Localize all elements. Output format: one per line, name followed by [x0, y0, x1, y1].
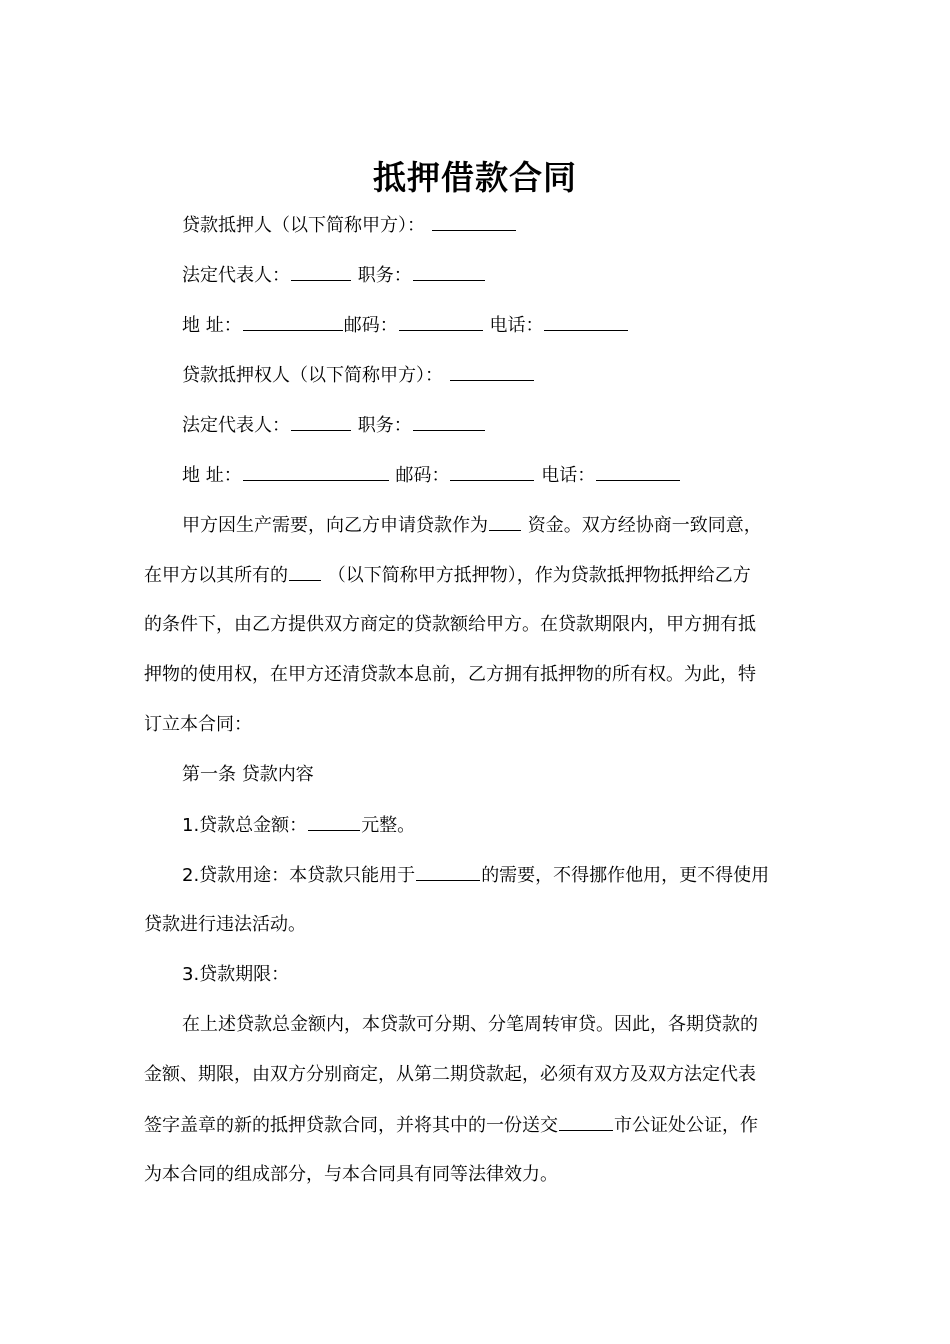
party-b-rep-field[interactable]	[291, 412, 351, 431]
item-1-suffix: 元整。	[361, 815, 416, 836]
party-b-postcode-field[interactable]	[450, 462, 534, 481]
party-b-position-field[interactable]	[413, 412, 485, 431]
party-b-postcode-label: 邮码：	[395, 465, 450, 486]
loan-purpose-field[interactable]	[489, 512, 521, 531]
party-b-phone-field[interactable]	[596, 462, 680, 481]
party-b-name-label: 贷款抵押权人（以下简称甲方）：	[182, 365, 443, 386]
item-3-label: 3.贷款期限：	[182, 964, 290, 985]
party-b-name-field[interactable]	[450, 362, 534, 381]
party-a-position-field[interactable]	[413, 262, 485, 281]
party-a-postcode-label: 邮码：	[343, 315, 398, 336]
term-paragraph-line-3	[144, 1112, 758, 1139]
party-b-position-label: 职务：	[357, 415, 412, 436]
party-a-address-line	[182, 312, 629, 339]
party-b-rep-label: 法定代表人：	[182, 415, 290, 436]
term-paragraph-line-4: 为本合同的组成部分，与本合同具有同等法律效力。	[144, 1164, 558, 1185]
party-b-address-line	[182, 462, 681, 489]
item-2-continuation: 贷款进行违法活动。	[144, 914, 306, 935]
item-2-label: 2.贷款用途：本贷款只能用于	[182, 865, 416, 886]
item-1-line	[182, 812, 415, 839]
term-paragraph-text: 签字盖章的新的抵押贷款合同，并将其中的一份送交	[144, 1115, 558, 1136]
preamble-line-2	[144, 562, 751, 589]
party-b-rep-line	[182, 412, 486, 439]
article-1-heading: 第一条 贷款内容	[182, 764, 314, 785]
party-b-phone-label: 电话：	[541, 465, 596, 486]
party-b-name-line	[182, 362, 535, 389]
preamble-text: （以下简称甲方抵押物），作为贷款抵押物抵押给乙方	[327, 565, 751, 586]
preamble-text: 在甲方以其所有的	[144, 565, 288, 586]
party-a-position-label: 职务：	[357, 265, 412, 286]
loan-amount-field[interactable]	[308, 812, 360, 831]
term-paragraph-text: 市公证处公证，作	[614, 1115, 758, 1136]
party-a-rep-line	[182, 262, 486, 289]
term-paragraph-line-1: 在上述贷款总金额内，本贷款可分期、分笔周转审贷。因此，各期贷款的	[182, 1014, 758, 1035]
party-a-phone-label: 电话：	[489, 315, 544, 336]
term-paragraph-line-2: 金额、期限，由双方分别商定，从第二期贷款起，必须有双方及双方法定代表	[144, 1064, 756, 1085]
document-title: 抵押借款合同	[373, 158, 577, 197]
party-a-rep-label: 法定代表人：	[182, 265, 290, 286]
preamble-line-4: 押物的使用权，在甲方还清贷款本息前，乙方拥有抵押物的所有权。为此，特	[144, 664, 756, 685]
party-a-postcode-field[interactable]	[399, 312, 483, 331]
party-a-name-label: 贷款抵押人（以下简称甲方）：	[182, 215, 425, 236]
notary-city-field[interactable]	[559, 1112, 613, 1131]
item-1-label: 1.贷款总金额：	[182, 815, 308, 836]
item-2-line	[182, 862, 769, 889]
party-a-name-line	[182, 212, 517, 239]
party-a-rep-field[interactable]	[291, 262, 351, 281]
preamble-line-3: 的条件下，由乙方提供双方商定的贷款额给甲方。在贷款期限内，甲方拥有抵	[144, 614, 756, 635]
party-a-phone-field[interactable]	[544, 312, 628, 331]
collateral-field[interactable]	[289, 562, 321, 581]
party-a-name-field[interactable]	[432, 212, 516, 231]
party-b-address-label: 地 址：	[182, 465, 242, 486]
preamble-line-5: 订立本合同：	[144, 714, 252, 735]
preamble-text: 甲方因生产需要，向乙方申请贷款作为	[182, 515, 488, 536]
preamble-line-1	[182, 512, 762, 539]
party-a-address-field[interactable]	[243, 312, 343, 331]
loan-use-field[interactable]	[416, 862, 480, 881]
party-a-address-label: 地 址：	[182, 315, 242, 336]
party-b-address-field[interactable]	[243, 462, 389, 481]
preamble-text: 资金。双方经协商一致同意，	[527, 515, 762, 536]
item-2-text: 的需要，不得挪作他用，更不得使用	[481, 865, 770, 886]
